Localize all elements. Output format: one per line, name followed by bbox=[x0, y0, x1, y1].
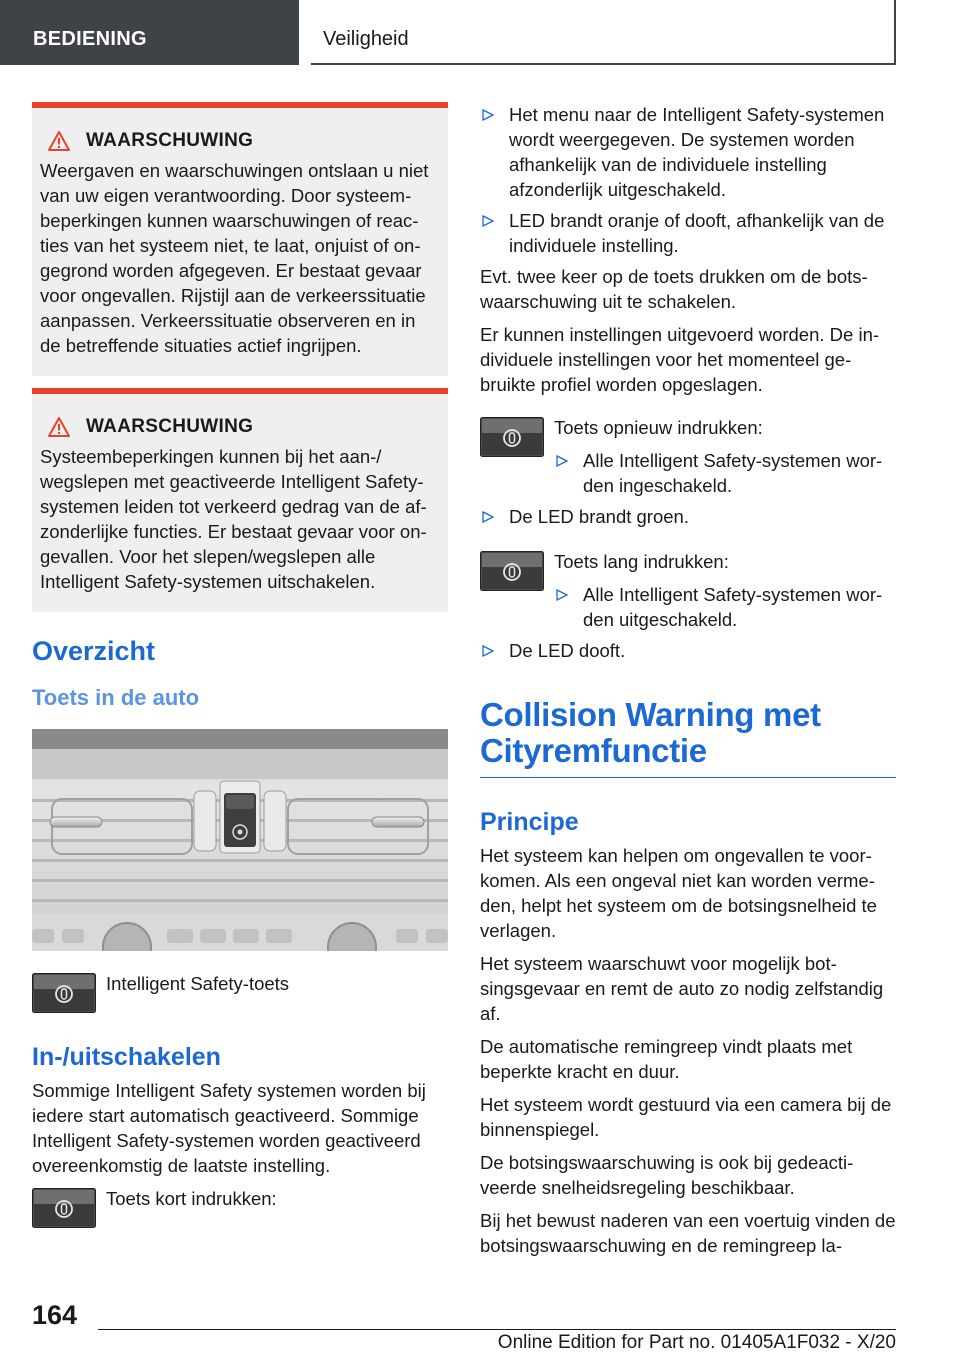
section-title: BEDIENING bbox=[33, 28, 147, 50]
topic-tab bbox=[311, 0, 896, 65]
footer-edition: Online Edition for Part no. 01405A1F032 - X/20 bbox=[497, 1332, 896, 1353]
safety-button-caption bbox=[32, 971, 448, 1013]
page-number: 164 bbox=[32, 1300, 78, 1330]
paragraph: Er kunnen instellingen uitgevoerd worden. De individuele instellingen voor het momenteel gebruikte profiel worden opgeslagen. bbox=[480, 324, 880, 395]
list-item: Alle Intelligent Safety-systemen worden ingeschakeld. bbox=[554, 448, 896, 498]
button-caption: Intelligent Safety-toets bbox=[106, 973, 290, 994]
triangle-bullet-icon bbox=[556, 589, 568, 601]
paragraph: Bij het bewust naderen van een voertuig vinden de botsingswaarschuwing en de remingreep la- bbox=[480, 1210, 896, 1256]
intelligent-safety-button-icon bbox=[480, 417, 544, 457]
paragraph: Het systeem wordt gestuurd via een camera bij de binnenspiegel. bbox=[480, 1094, 892, 1140]
short-press-row bbox=[32, 1186, 448, 1228]
paragraph: Evt. twee keer op de toets drukken om de botswaarschuwing uit te schakelen. bbox=[480, 266, 868, 312]
overview-heading: Overzicht bbox=[32, 636, 156, 666]
intelligent-safety-button-icon bbox=[480, 551, 544, 591]
triangle-bullet-icon bbox=[482, 511, 494, 523]
short-press-label: Toets kort indrukken: bbox=[106, 1188, 277, 1209]
long-press-label: Toets lang indrukken: bbox=[554, 551, 729, 572]
triangle-bullet-icon bbox=[556, 455, 568, 467]
paragraph: De automatische remingreep vindt plaats met beperkte kracht en duur. bbox=[480, 1036, 853, 1082]
triangle-bullet-icon bbox=[482, 215, 494, 227]
dashboard-illustration bbox=[32, 729, 448, 951]
long-press-row bbox=[480, 549, 896, 638]
section-title-collision-warning: Collision Warning met Cityremfunctie bbox=[480, 697, 896, 778]
footer-rule bbox=[98, 1329, 896, 1330]
list-item: LED brandt oranje of dooft, afhankelijk van de individuele instelling. bbox=[480, 208, 896, 258]
list-item: Alle Intelligent Safety-systemen worden uitgeschakeld. bbox=[554, 582, 896, 632]
press-again-label: Toets opnieuw indrukken: bbox=[554, 417, 763, 438]
left-column bbox=[32, 102, 448, 1228]
intelligent-safety-button-icon bbox=[32, 1188, 96, 1228]
short-press-list bbox=[480, 102, 896, 258]
paragraph: Het systeem kan helpen om ongevallen te voorkomen. Als een ongeval niet kan worden vermeden, helpt het systeem om de botsingsnelheid te verlagen. bbox=[480, 845, 877, 941]
topic-title: Veiligheid bbox=[323, 28, 409, 50]
list-item: Het menu naar de Intelligent Safety-systemen wordt weergegeven. De systemen worden afhankelijk van de individuele instelling afzonderlijk uitgeschakeld. bbox=[480, 102, 896, 202]
warning-text: Systeembeperkingen kunnen bij het aan-/ wegslepen met geactiveerde Intelligent Safety-systemen leiden tot verkeerd gedrag van de afzonderlijke functies. Er bestaat gevaar voor ongevallen. Voor het slepen/wegslepen alle Intelligent Safety-systemen uitschakelen. bbox=[40, 446, 427, 592]
warning-triangle-icon bbox=[48, 131, 70, 151]
paragraph: Het systeem waarschuwt voor mogelijk botsingsgevaar en remt de auto zo nodig zelfstandig af. bbox=[480, 953, 884, 1024]
onoff-text: Sommige Intelligent Safety systemen worden bij iedere start automatisch geactiveerd. Sommige Intelligent Safety-systemen worden geactiveerd overeenkomstig de laatste instelling. bbox=[32, 1080, 426, 1176]
button-heading: Toets in de auto bbox=[32, 685, 200, 710]
warning-title: WAARSCHUWING bbox=[86, 130, 254, 151]
section-tab bbox=[0, 0, 299, 65]
warning-triangle-icon bbox=[48, 417, 70, 437]
warning-box-1 bbox=[32, 102, 448, 376]
warning-box-2 bbox=[32, 388, 448, 612]
intelligent-safety-button-icon bbox=[32, 973, 96, 1013]
warning-text: Weergaven en waarschuwingen ontslaan u niet van uw eigen verantwoording. Door systeembeperkingen kunnen waarschuwingen of reacties van het systeem niet, te laat, onjuist of ongegrond worden afgegeven. Er bestaat gevaar voor ongevallen. Rijstijl aan de verkeerssituatie aanpassen. Verkeerssituatie observeren en in de betreffende situaties actief ingrijpen. bbox=[40, 160, 429, 356]
list-item: De LED dooft. bbox=[480, 638, 896, 663]
triangle-bullet-icon bbox=[482, 109, 494, 121]
principle-heading: Principe bbox=[480, 808, 579, 836]
press-again-row bbox=[480, 415, 896, 504]
onoff-heading: In-/uitschakelen bbox=[32, 1043, 221, 1071]
dashboard-photo bbox=[32, 729, 448, 951]
warning-title: WAARSCHUWING bbox=[86, 416, 254, 437]
right-column bbox=[480, 102, 896, 1266]
paragraph: De botsingswaarschuwing is ook bij gedeactiveerde snelheidsregeling beschikbaar. bbox=[480, 1152, 854, 1198]
list-item: De LED brandt groen. bbox=[480, 504, 896, 529]
triangle-bullet-icon bbox=[482, 645, 494, 657]
